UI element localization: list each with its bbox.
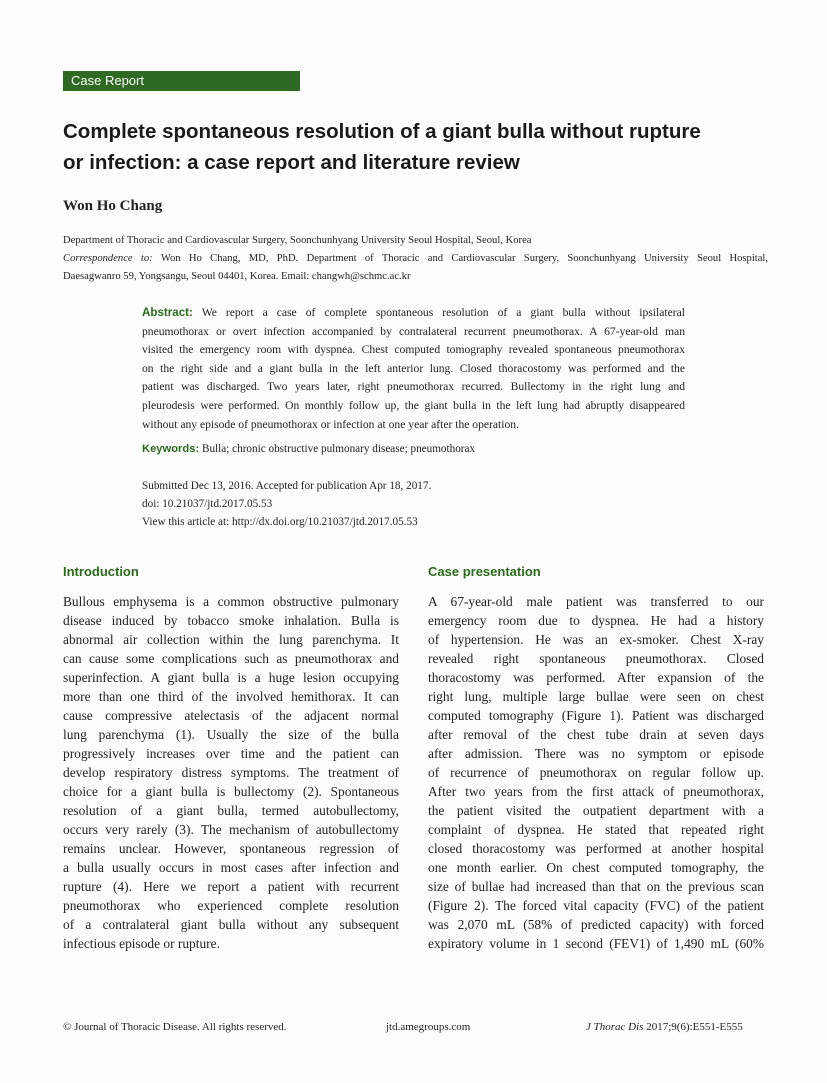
submission-dates: Submitted Dec 13, 2016. Accepted for publication Apr 18, 2017.	[142, 480, 432, 492]
correspondence-text: Won Ho Chang, MD, PhD. Department of Thoracic and Cardiovascular Surgery, Soonchunhyang University Seoul Hospital,	[160, 253, 769, 264]
body-line: more than one third of the involved hemithorax. It can	[63, 689, 399, 704]
introduction-heading: Introduction	[63, 564, 139, 579]
footer-citation	[586, 1021, 743, 1033]
doi: doi: 10.21037/jtd.2017.05.53	[142, 498, 273, 510]
body-line: of recurrence of pneumothorax on regular follow up.	[428, 765, 764, 780]
abstract-text: visited the emergency room with dyspnea. Chest computed tomography revealed spontaneous pneumothorax	[142, 343, 685, 357]
keywords	[142, 440, 475, 458]
abstract-line	[142, 360, 685, 379]
body-line: Bullous emphysema is a common obstructive pulmonary	[63, 594, 399, 609]
body-line: superinfection. A giant bulla is a huge lesion occupying	[63, 670, 399, 685]
footer-copyright: © Journal of Thoracic Disease. All rights reserved.	[63, 1021, 287, 1033]
body-line: computed tomography (Figure 1). Patient was discharged	[428, 708, 764, 723]
abstract-text: without any episode of pneumothorax or infection at one year after the operation.	[142, 417, 519, 431]
body-line: the patient visited the outpatient department with a	[428, 803, 764, 818]
body-line: emergency room due to dyspnea. He had a history	[428, 613, 764, 628]
body-line: a bulla usually occurs in most cases after infection and	[63, 860, 399, 875]
article-type-label: Case Report	[63, 71, 300, 91]
body-line: lung parenchyma (1). Usually the size of the bulla	[63, 727, 399, 742]
correspondence-label: Correspondence to:	[63, 253, 153, 264]
keywords-text: Bulla; chronic obstructive pulmonary disease; pneumothorax	[202, 443, 476, 455]
abstract-text: We report a case of complete spontaneous resolution of a giant bulla without ipsilateral	[201, 306, 685, 319]
article-title	[63, 116, 773, 178]
body-line: after removal of the chest tube drain at seven days	[428, 727, 764, 742]
body-line: one month earlier. On chest computed tomography, the	[428, 860, 764, 875]
body-line: of hypertension. He was an ex-smoker. Chest X-ray	[428, 632, 764, 647]
body-line: remains unclear. However, spontaneous regression of	[63, 841, 399, 856]
case-presentation-body	[428, 592, 764, 953]
body-line: expiratory volume in 1 second (FEV1) of 1,490 mL (60%	[428, 936, 764, 951]
body-line: revealed right spontaneous pneumothorax. Closed	[428, 651, 764, 666]
abstract-label: Abstract:	[142, 306, 193, 319]
body-line: After two years from the first attack of pneumothorax,	[428, 784, 764, 799]
article-link[interactable]: View this article at: http://dx.doi.org/10.21037/jtd.2017.05.53	[142, 516, 418, 528]
body-line: disease induced by tobacco smoke inhalation. Bulla is	[63, 613, 399, 628]
body-line: closed thoracostomy was performed at another hospital	[428, 841, 764, 856]
abstract-text: pneumothorax or overt infection accompanied by contralateral recurrent pneumothorax. A 67-year-old man	[142, 324, 685, 338]
body-line: (Figure 2). The forced vital capacity (FVC) of the patient	[428, 898, 764, 913]
body-line: was 2,070 mL (58% of predicted capacity) with forced	[428, 917, 764, 932]
introduction-body	[63, 592, 399, 953]
correspondence-text: Daesagwanro 59, Yongsangu, Seoul 04401, Korea. Email: changwh@schmc.ac.kr	[63, 271, 411, 282]
body-line: after admission. There was no symptom or episode	[428, 746, 764, 761]
body-line: right lung, multiple large bullae were seen on chest	[428, 689, 764, 704]
body-line: abnormal air collection within the lung parenchyma. It	[63, 632, 399, 647]
body-line: cause compressive atelectasis of the adjacent normal	[63, 708, 399, 723]
body-line: resolution of a giant bulla, termed autobullectomy,	[63, 803, 399, 818]
title-line: or infection: a case report and literature review	[63, 151, 520, 174]
abstract-line	[142, 341, 685, 360]
body-line: thoracostomy was performed. After expansion of the	[428, 670, 764, 685]
abstract-line	[142, 397, 685, 416]
title-line: Complete spontaneous resolution of a giant bulla without rupture	[63, 120, 701, 143]
body-line: pneumothorax who experienced complete resolution	[63, 898, 399, 913]
body-line: rupture (4). Here we report a patient with recurrent	[63, 879, 399, 894]
abstract-line	[142, 323, 685, 342]
correspondence	[63, 250, 768, 268]
case-presentation-heading: Case presentation	[428, 564, 541, 579]
correspondence-address	[63, 268, 768, 286]
body-line: can cause some complications such as pneumothorax and	[63, 651, 399, 666]
citation-volume: 2017;9(6):E551-E555	[646, 1021, 743, 1033]
keywords-label: Keywords:	[142, 443, 200, 455]
journal-abbrev: J Thorac Dis	[586, 1021, 644, 1033]
affiliation: Department of Thoracic and Cardiovascular Surgery, Soonchunhyang University Seoul Hospital, Seoul, Korea	[63, 235, 532, 246]
abstract-line	[142, 378, 685, 397]
footer-site[interactable]: jtd.amegroups.com	[386, 1021, 471, 1033]
author: Won Ho Chang	[63, 198, 163, 214]
body-line: A 67-year-old male patient was transferred to our	[428, 594, 764, 609]
abstract-text: on the right side and a giant bulla in the left anterior lung. Closed thoracostomy was performed and the	[142, 361, 685, 375]
body-line: of a contralateral giant bulla without any subsequent	[63, 917, 399, 932]
abstract-line	[142, 416, 685, 435]
body-line: size of bullae had increased than that on the previous scan	[428, 879, 764, 894]
body-line: develop respiratory distress symptoms. The treatment of	[63, 765, 399, 780]
body-line: choice for a giant bulla is bullectomy (2). Spontaneous	[63, 784, 399, 799]
body-line: progressively increases over time and the patient can	[63, 746, 399, 761]
body-line: occurs very rarely (3). The mechanism of autobullectomy	[63, 822, 399, 837]
body-line: infectious episode or rupture.	[63, 936, 220, 951]
abstract-line	[142, 304, 685, 323]
abstract-text: patient was discharged. Two years later, right pneumothorax recurred. Bullectomy in the right lung and	[142, 380, 685, 394]
abstract-text: pleurodesis were performed. On monthly follow up, the giant bulla in the left lung had abruptly disappeared	[142, 399, 685, 412]
body-line: complaint of dyspnea. He stated that repeated right	[428, 822, 764, 837]
